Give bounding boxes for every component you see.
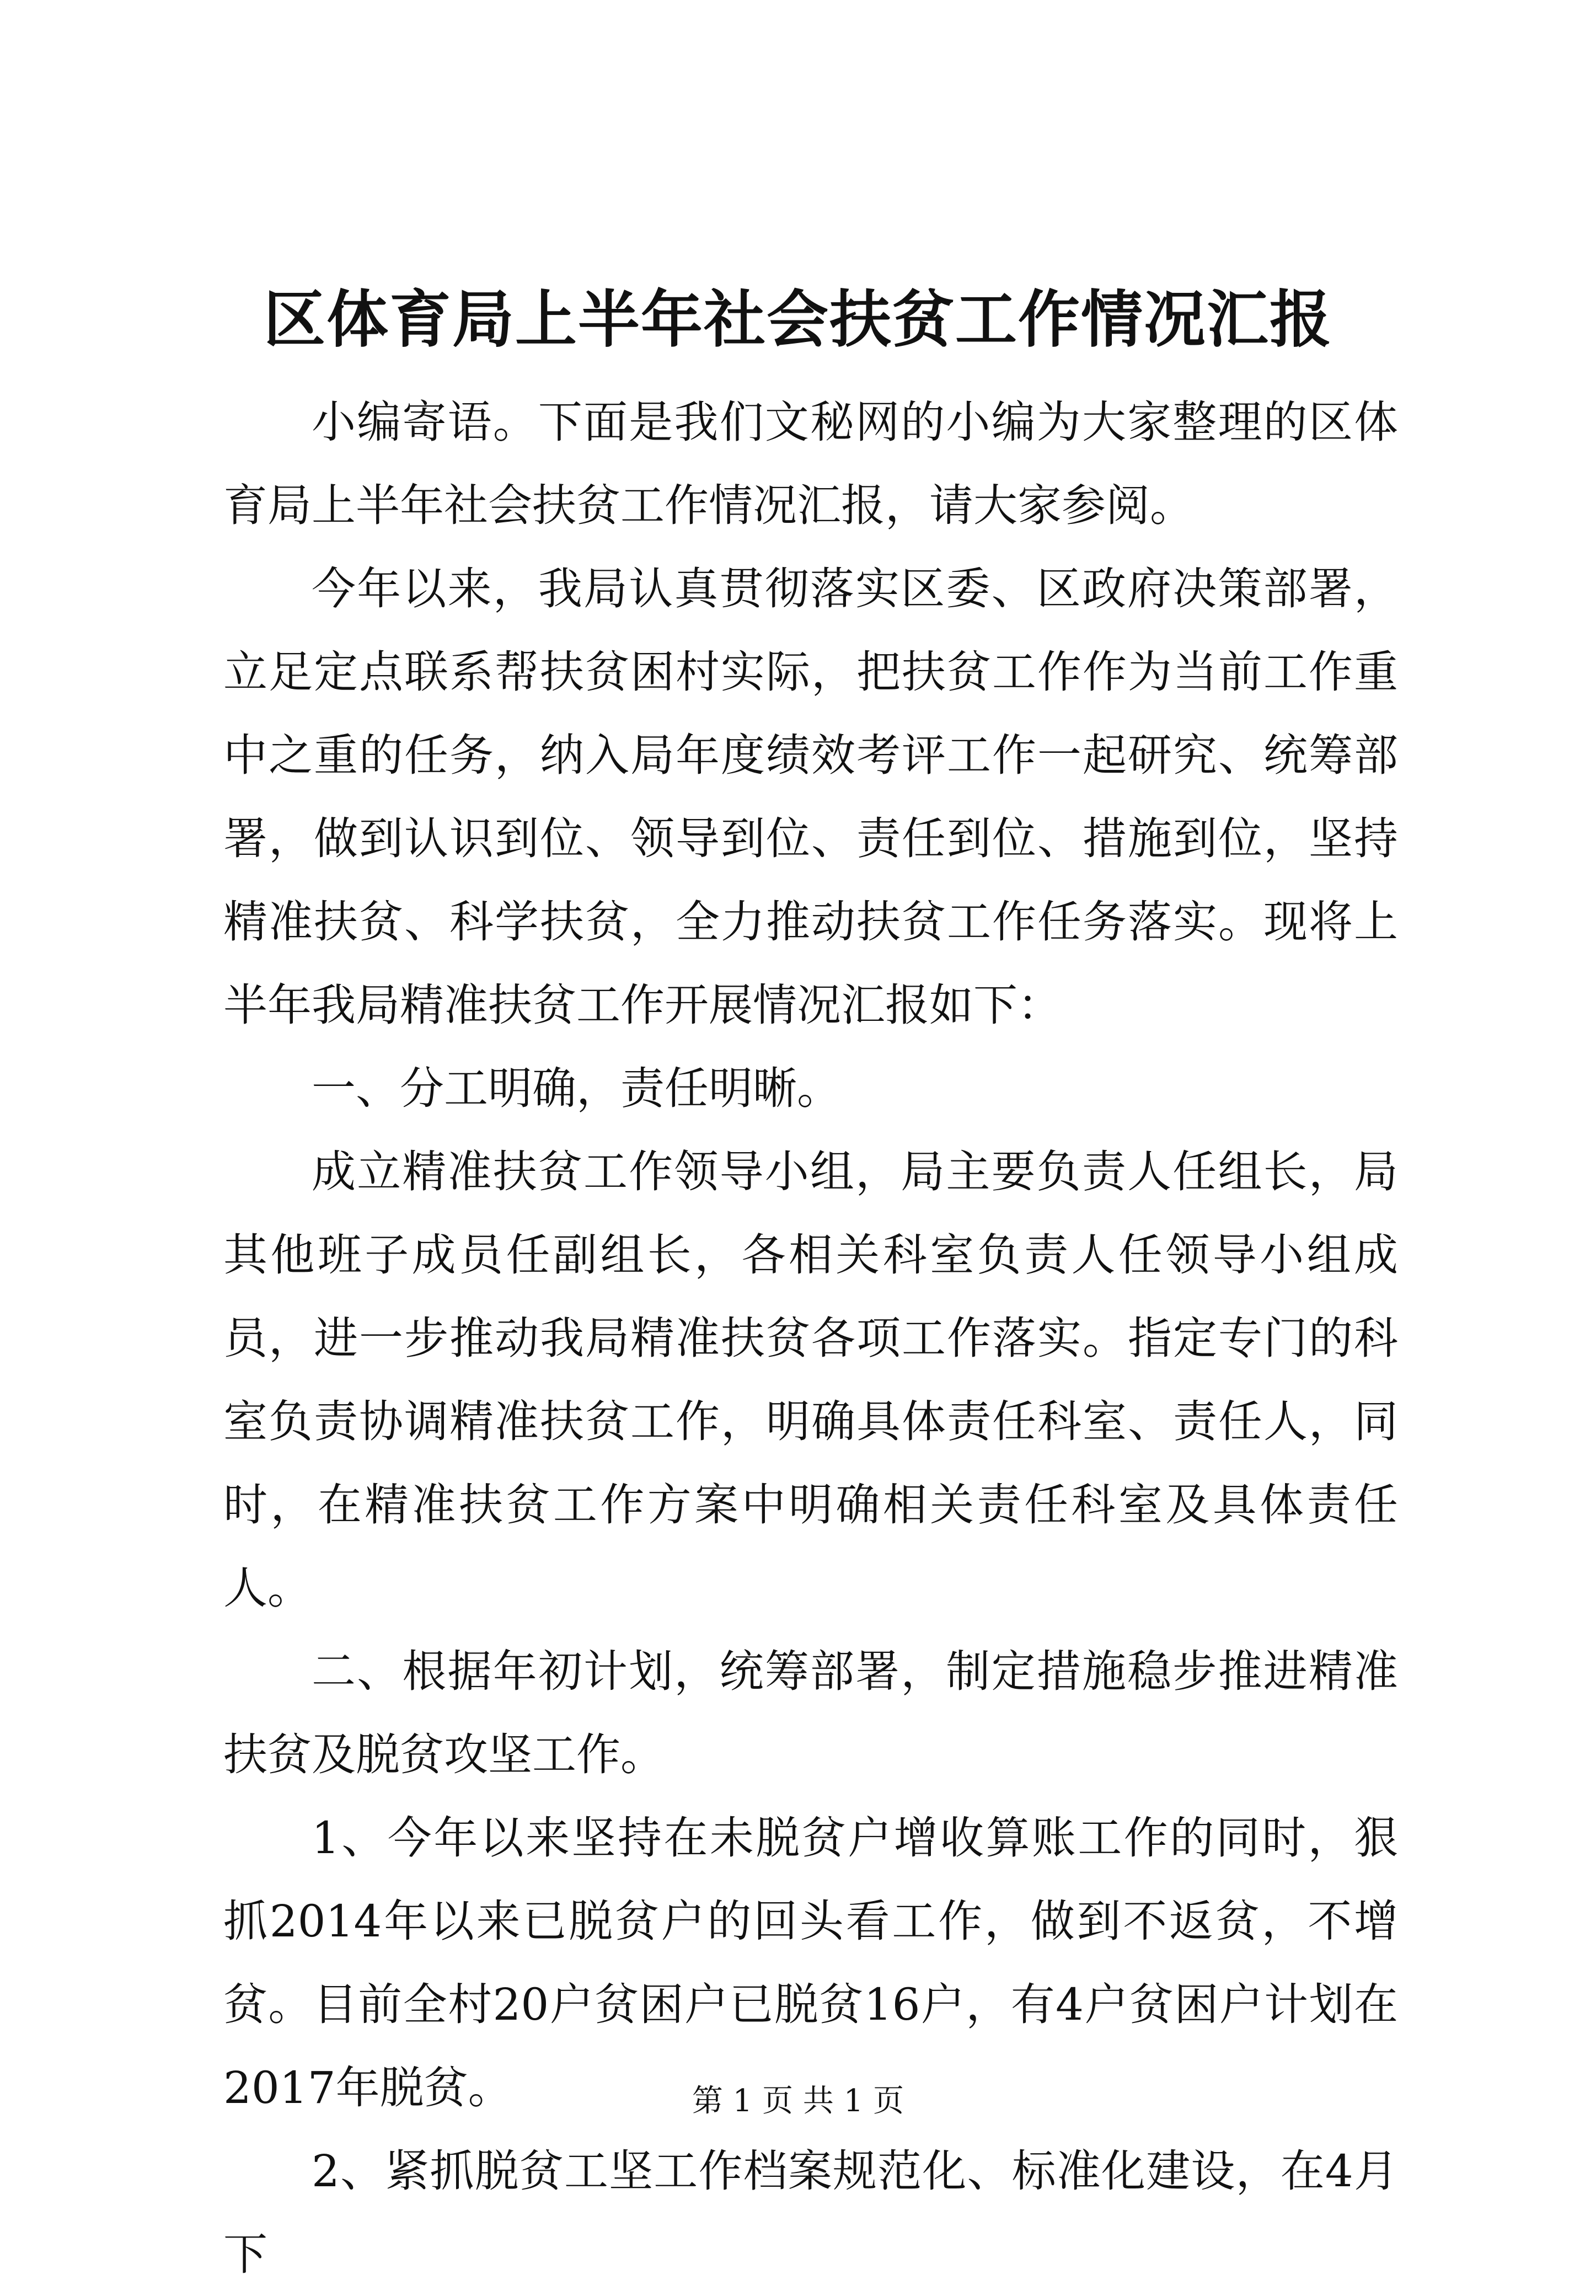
paragraph-section-1: 成立精准扶贫工作领导小组，局主要负责人任组长，局其他班子成员任副组长，各相关科室负责人任领导小组成员，进一步推动我局精准扶贫各项工作落实。指定专门的科室负责协调精准扶贫工作，明确具体责任科室、责任人，同时，在精准扶贫工作方案中明确相关责任科室及具体责任人。	[223, 1146, 1398, 1614]
paragraph-item-1: 1、今年以来坚持在未脱贫户增收算账工作的同时，狠抓2014年以来已脱贫户的回头看工作，做到不返贫，不增贫。目前全村20户贫困户已脱贫16户，有4户贫困户计划在2017年脱贫。	[223, 1812, 1398, 2113]
page-number-footer: 第 1 页 共 1 页	[692, 2083, 904, 2119]
paragraph-overview: 今年以来，我局认真贯彻落实区委、区政府决策部署，立足定点联系帮扶贫困村实际，把扶贫工作作为当前工作重中之重的任务，纳入局年度绩效考评工作一起研究、统筹部署，做到认识到位、领导到位、责任到位、措施到位，坚持精准扶贫、科学扶贫，全力推动扶贫工作任务落实。现将上半年我局精准扶贫工作开展情况汇报如下：	[223, 563, 1398, 1031]
section-heading-1: 一、分工明确，责任明晰。	[312, 1063, 841, 1114]
document-title: 区体育局上半年社会扶贫工作情况汇报	[264, 283, 1332, 356]
section-heading-2: 二、根据年初计划，统筹部署，制定措施稳步推进精准扶贫及脱贫攻坚工作。	[223, 1646, 1398, 1780]
document-body	[223, 381, 1398, 2296]
paragraph-item-2: 2、紧抓脱贫工坚工作档案规范化、标准化建设，在4月下	[223, 2145, 1398, 2280]
paragraph-intro: 小编寄语。下面是我们文秘网的小编为大家整理的区体育局上半年社会扶贫工作情况汇报，请大家参阅。	[223, 397, 1398, 531]
